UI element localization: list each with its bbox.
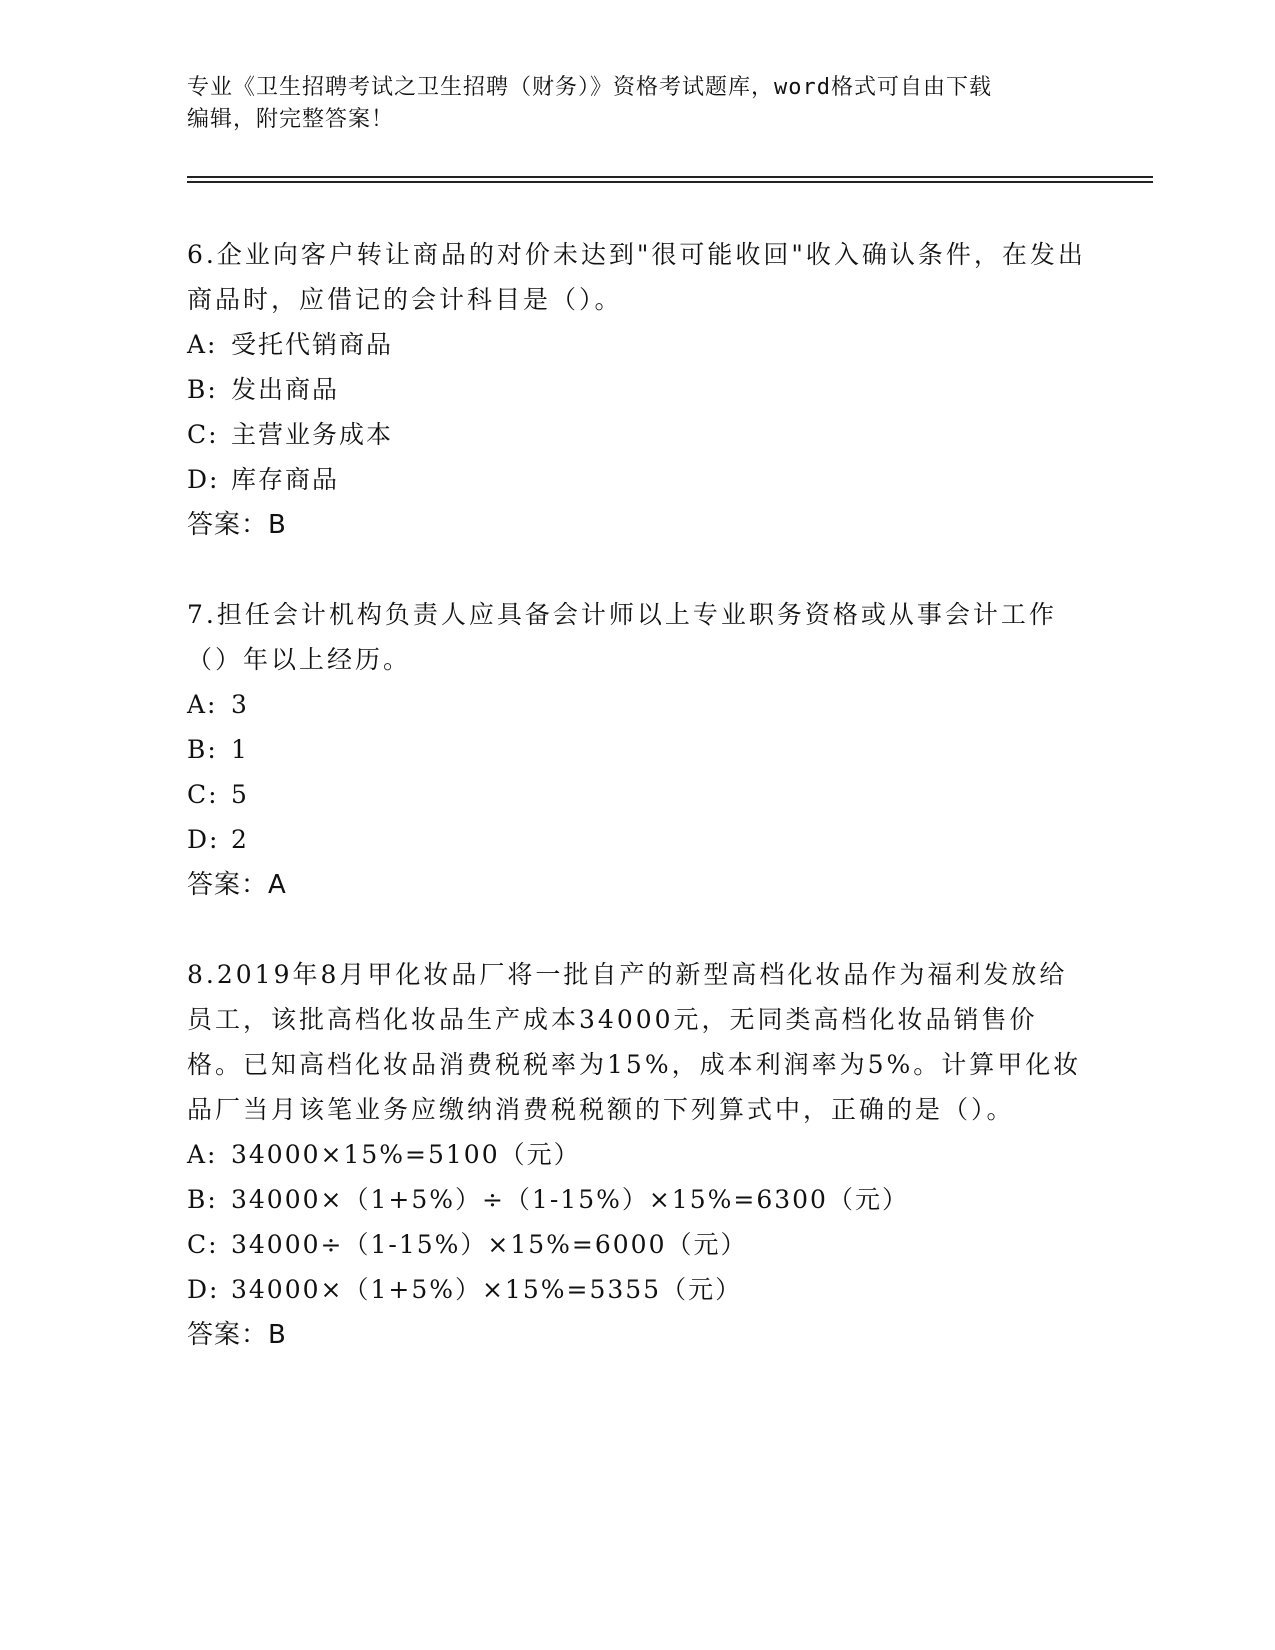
question-8 — [187, 952, 1087, 1358]
document-header — [187, 72, 1087, 136]
option-b — [187, 367, 1087, 412]
option-d — [187, 817, 1087, 862]
answer-label: 答案：B — [187, 1320, 287, 1350]
question-stem: 7.担任会计机构负责人应具备会计师以上专业职务资格或从事会计工作（）年以上经历。 — [187, 600, 1057, 674]
option-text: 34000×（1+5%）÷（1-15%）×15%=6300（元） — [231, 1185, 909, 1214]
header-line-1: 专业《卫生招聘考试之卫生招聘（财务）》资格考试题库，word格式可自由下载 — [187, 75, 992, 100]
option-letter: A: — [187, 690, 218, 719]
question-7 — [187, 592, 1087, 908]
option-text: 库存商品 — [231, 465, 340, 494]
option-letter: C: — [187, 420, 219, 449]
header-divider-top — [187, 176, 1153, 178]
option-a — [187, 1132, 1087, 1177]
question-list — [187, 232, 1087, 1402]
question-6 — [187, 232, 1087, 548]
option-a — [187, 682, 1087, 727]
header-line-2: 编辑，附完整答案！ — [187, 107, 395, 132]
option-text: 2 — [231, 825, 249, 854]
option-text: 34000×15%=5100（元） — [231, 1140, 581, 1169]
option-text: 5 — [231, 780, 249, 809]
option-d — [187, 1267, 1087, 1312]
header-divider-bottom — [187, 181, 1153, 183]
option-c — [187, 412, 1087, 457]
option-text: 主营业务成本 — [231, 420, 394, 449]
option-text: 受托代销商品 — [231, 330, 394, 359]
question-stem: 8.2019年8月甲化妆品厂将一批自产的新型高档化妆品作为福利发放给员工，该批高档化妆品生产成本34000元，无同类高档化妆品销售价格。已知高档化妆品消费税税率为15%，成本利润率为5%。计算甲化妆品厂当月该笔业务应缴纳消费税税额的下列算式中，正确的是（）。 — [187, 960, 1082, 1124]
option-text: 1 — [231, 735, 249, 764]
option-letter: B: — [187, 1185, 218, 1214]
option-d — [187, 457, 1087, 502]
option-c — [187, 772, 1087, 817]
option-b — [187, 1177, 1087, 1222]
option-letter: A: — [187, 1140, 218, 1169]
option-a — [187, 322, 1087, 367]
option-letter: C: — [187, 780, 219, 809]
option-letter: B: — [187, 375, 218, 404]
option-text: 3 — [231, 690, 249, 719]
question-stem: 6.企业向客户转让商品的对价未达到"很可能收回"收入确认条件，在发出商品时，应借记的会计科目是（）。 — [187, 240, 1086, 314]
option-c — [187, 1222, 1087, 1267]
option-b — [187, 727, 1087, 772]
option-letter: B: — [187, 735, 218, 764]
option-text: 34000×（1+5%）×15%=5355（元） — [231, 1275, 743, 1304]
option-text: 34000÷（1-15%）×15%=6000（元） — [231, 1230, 748, 1259]
answer-label: 答案：B — [187, 510, 287, 540]
option-text: 发出商品 — [231, 375, 340, 404]
option-letter: D: — [187, 465, 220, 494]
option-letter: D: — [187, 825, 220, 854]
option-letter: C: — [187, 1230, 219, 1259]
answer-label: 答案：A — [187, 870, 287, 900]
option-letter: A: — [187, 330, 218, 359]
option-letter: D: — [187, 1275, 220, 1304]
